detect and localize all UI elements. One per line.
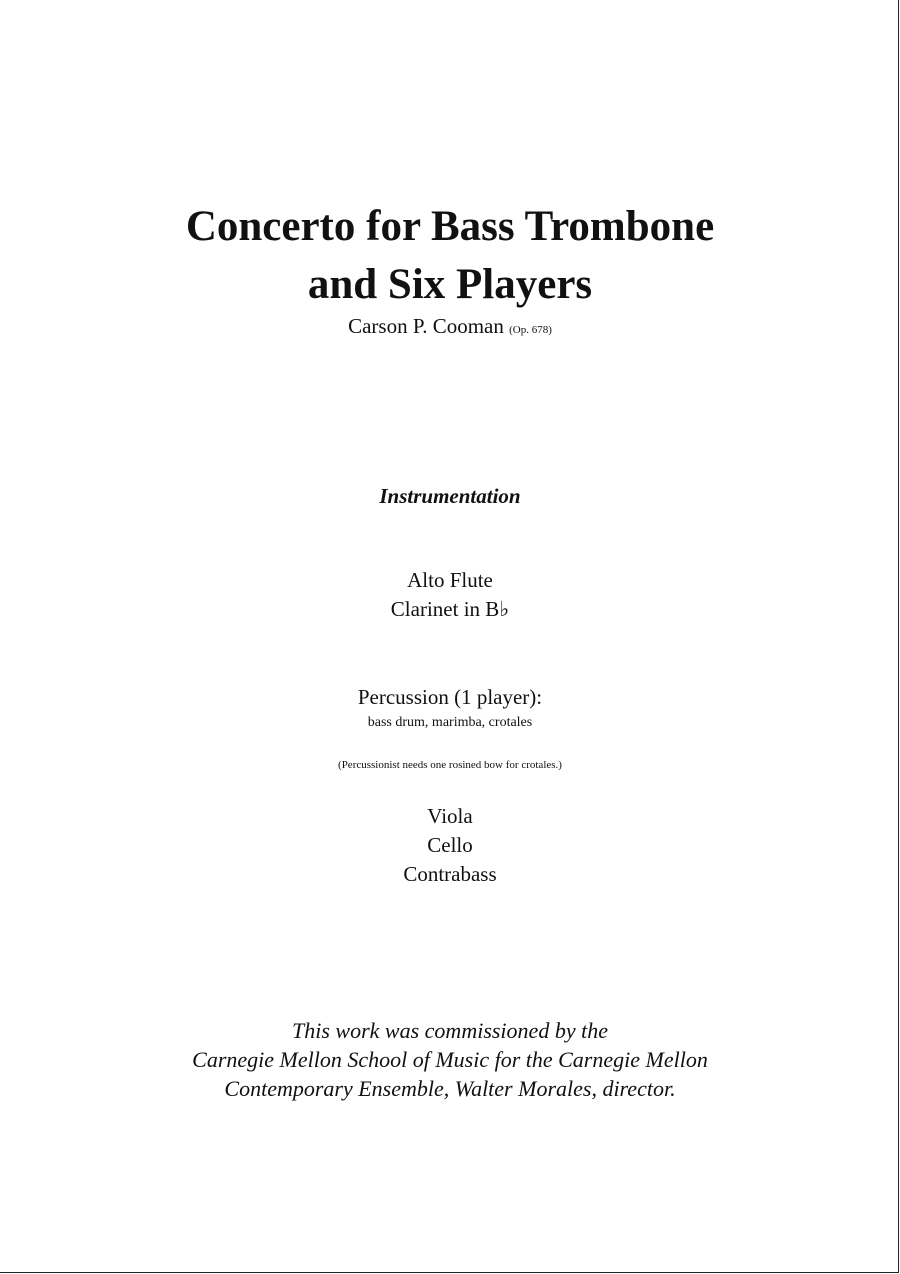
instrument-clarinet: Clarinet in B♭ (390, 597, 510, 621)
instrument-alto-flute: Alto Flute (407, 568, 493, 592)
title-line-2: and Six Players (307, 261, 593, 308)
title-line-1: Concerto for Bass Trombone (185, 203, 715, 250)
composer-credit (0, 313, 900, 343)
instrument-viola: Viola (427, 804, 473, 828)
instrumentation-heading: Instrumentation (379, 484, 521, 508)
composer-name: Carson P. Cooman (348, 314, 504, 338)
opus-number: (Op. 678) (509, 324, 552, 336)
commission-line-1: This work was commissioned by the (292, 1018, 608, 1043)
percussion-instruments: bass drum, marimba, crotales (367, 715, 533, 730)
instrument-cello: Cello (427, 833, 473, 857)
instrument-contrabass: Contrabass (403, 862, 497, 886)
commission-line-3: Contemporary Ensemble, Walter Morales, director. (224, 1076, 676, 1101)
percussion-note: (Percussionist needs one rosined bow for crotales.) (338, 759, 562, 771)
percussion-label: Percussion (1 player): (357, 685, 543, 709)
commission-line-2: Carnegie Mellon School of Music for the Carnegie Mellon (192, 1047, 708, 1072)
